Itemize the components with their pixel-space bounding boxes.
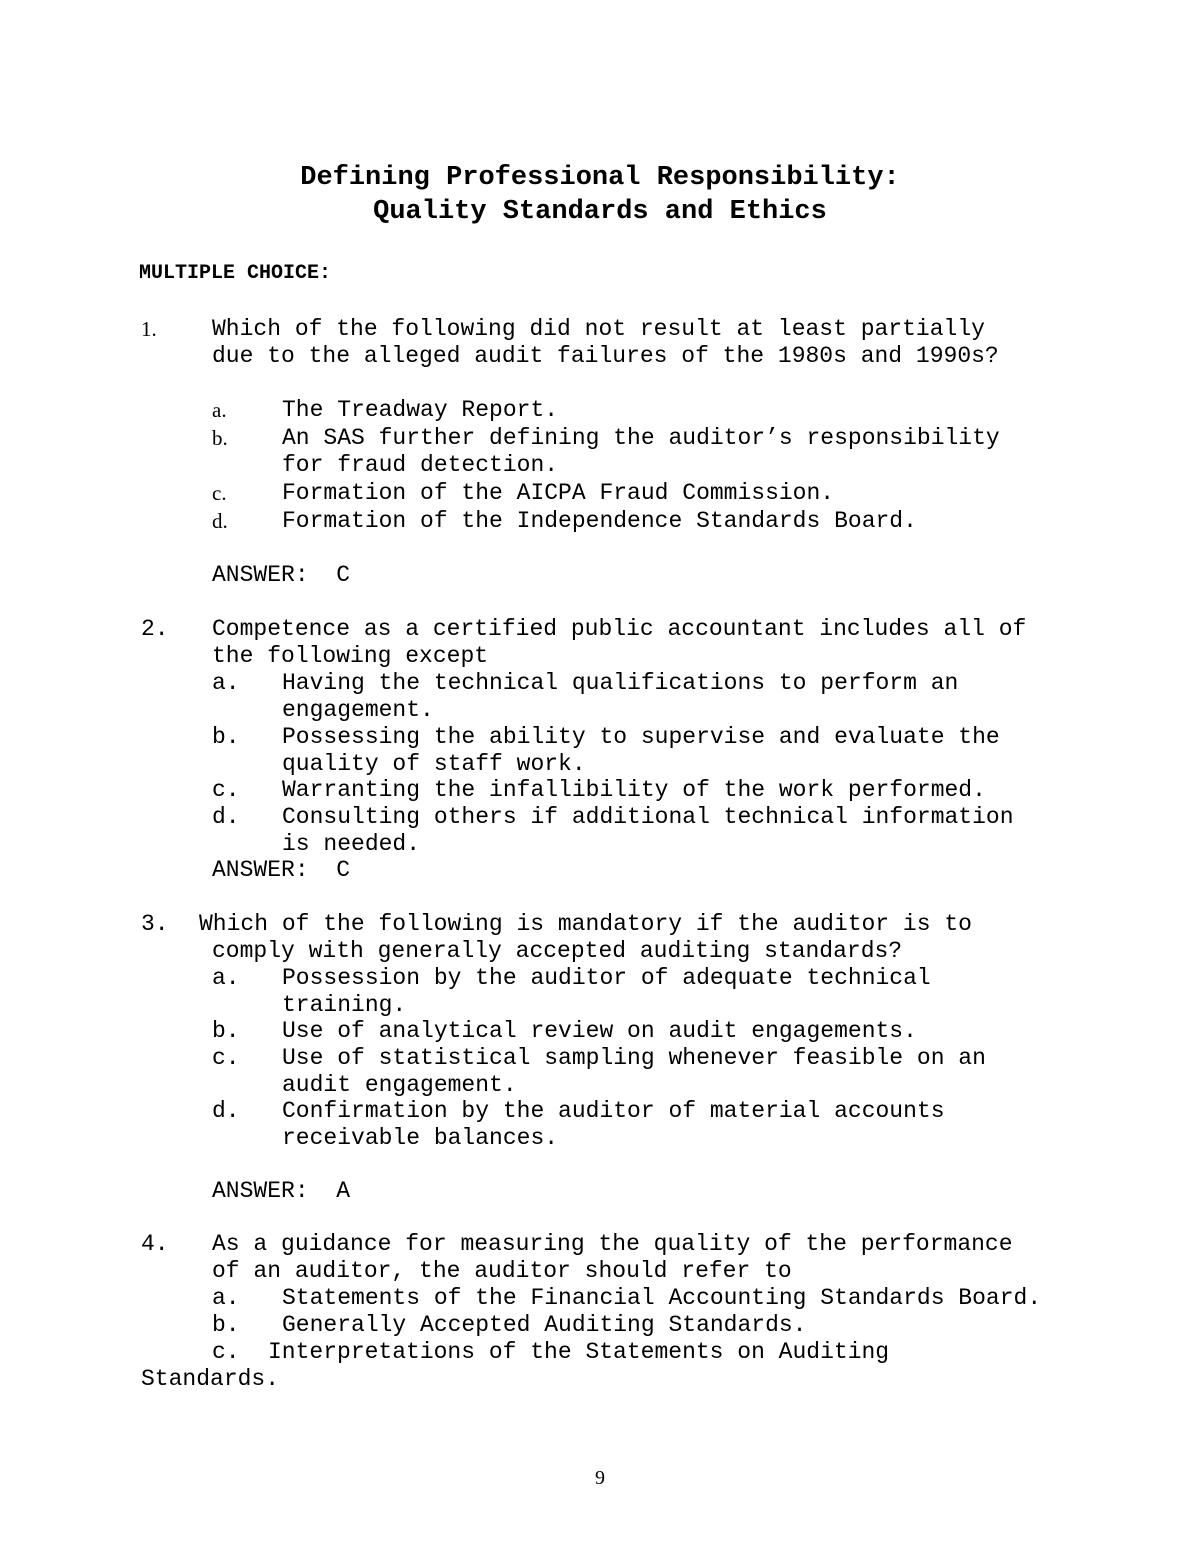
answer: ANSWER: C bbox=[212, 562, 351, 588]
option-letter: a. bbox=[212, 398, 227, 422]
option-text: Possessing the ability to supervise and evaluate the bbox=[282, 724, 1000, 750]
option-letter: c. bbox=[212, 1339, 240, 1365]
option-text: An SAS further defining the auditor’s responsibility bbox=[282, 425, 1000, 451]
option-text-continued: is needed. bbox=[282, 831, 421, 857]
title-line-1: Defining Professional Responsibility: bbox=[300, 163, 900, 193]
option-text: Interpretations of the Statements on Auditing bbox=[268, 1339, 890, 1365]
option-letter: b. bbox=[212, 1018, 240, 1044]
option-text: Consulting others if additional technical information bbox=[282, 804, 1014, 830]
option-text: Formation of the Independence Standards Board. bbox=[282, 508, 917, 534]
question-stem: Which of the following is mandatory if the auditor is to bbox=[199, 911, 972, 937]
option-text: The Treadway Report. bbox=[282, 397, 559, 423]
option-text-continued: quality of staff work. bbox=[282, 751, 586, 777]
option-text: Use of analytical review on audit engagements. bbox=[282, 1018, 917, 1044]
option-text-continued: receivable balances. bbox=[282, 1125, 559, 1151]
option-letter: d. bbox=[212, 804, 240, 830]
option-text-continued: engagement. bbox=[282, 697, 434, 723]
answer: ANSWER: C bbox=[212, 857, 351, 883]
question-stem: Which of the following did not result at least partially bbox=[212, 316, 985, 342]
option-text: Formation of the AICPA Fraud Commission. bbox=[282, 480, 835, 506]
option-letter: a. bbox=[212, 1285, 240, 1311]
question-number: 2. bbox=[141, 616, 169, 642]
option-letter: b. bbox=[212, 1312, 240, 1338]
question-stem: of an auditor, the auditor should refer to bbox=[212, 1258, 792, 1284]
option-letter: b. bbox=[212, 724, 240, 750]
option-text: Possession by the auditor of adequate technical bbox=[282, 965, 931, 991]
question-stem: comply with generally accepted auditing standards? bbox=[212, 938, 903, 964]
option-letter: d. bbox=[212, 1098, 240, 1124]
option-letter: b. bbox=[212, 426, 228, 450]
question-stem: Competence as a certified public accountant includes all of bbox=[212, 616, 1027, 642]
option-text: Warranting the infallibility of the work performed. bbox=[282, 777, 986, 803]
option-text-continued: training. bbox=[282, 992, 407, 1018]
option-text: Statements of the Financial Accounting Standards Board. bbox=[282, 1285, 1042, 1311]
option-text-continued: for fraud detection. bbox=[282, 452, 559, 478]
page-number: 9 bbox=[595, 1467, 605, 1489]
option-letter: a. bbox=[212, 965, 240, 991]
question-stem: due to the alleged audit failures of the 1980s and 1990s? bbox=[212, 343, 999, 369]
option-text: Confirmation by the auditor of material accounts bbox=[282, 1098, 945, 1124]
question-number: 4. bbox=[141, 1231, 169, 1257]
answer: ANSWER: A bbox=[212, 1178, 351, 1204]
question-stem: the following except bbox=[212, 643, 489, 669]
option-letter: c. bbox=[212, 481, 227, 505]
option-text: Use of statistical sampling whenever feasible on an bbox=[282, 1045, 986, 1071]
option-text-continued: audit engagement. bbox=[282, 1072, 517, 1098]
option-text: Having the technical qualifications to perform an bbox=[282, 670, 959, 696]
title-line-2: Quality Standards and Ethics bbox=[373, 197, 827, 227]
option-letter: c. bbox=[212, 1045, 240, 1071]
question-number: 3. bbox=[141, 911, 169, 937]
section-heading: MULTIPLE CHOICE: bbox=[139, 262, 332, 285]
option-text: Generally Accepted Auditing Standards. bbox=[282, 1312, 807, 1338]
question-stem: As a guidance for measuring the quality of the performance bbox=[212, 1231, 1013, 1257]
option-text-continued: Standards. bbox=[141, 1366, 280, 1392]
option-letter: a. bbox=[212, 670, 240, 696]
option-letter: c. bbox=[212, 777, 240, 803]
question-number: 1. bbox=[141, 317, 157, 341]
option-letter: d. bbox=[212, 509, 228, 533]
